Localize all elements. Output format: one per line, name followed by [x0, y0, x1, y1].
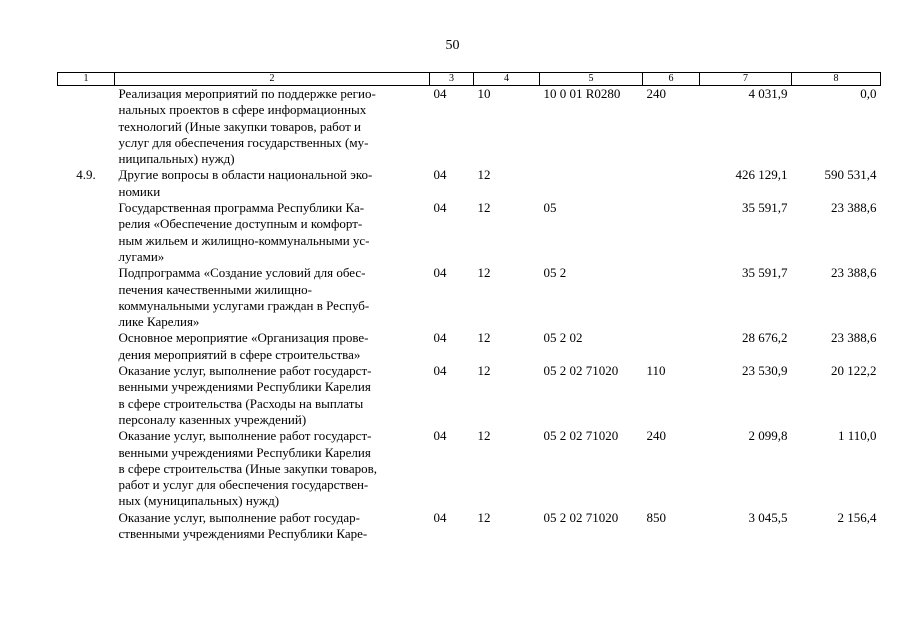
- budget-table: [57, 72, 881, 542]
- target-article-cell: 05 2 02 71020: [543, 363, 619, 379]
- table-row: [58, 167, 881, 200]
- amount-col8-cell: 1 110,0: [837, 428, 877, 444]
- table-row: [58, 363, 881, 428]
- amount-col7-cell: 3 045,5: [748, 509, 788, 525]
- item-name-line: Оказание услуг, выполнение работ государст-: [118, 428, 372, 444]
- table-row: [58, 265, 881, 330]
- amount-col7-cell: 2 099,8: [748, 428, 788, 444]
- table-row: [58, 428, 881, 509]
- expense-type-cell: [643, 167, 700, 200]
- item-name-cell: [115, 200, 430, 265]
- target-article-cell: 10 0 01 R0280: [543, 86, 621, 101]
- item-name-line: технологий (Иные закупки товаров, работ и: [118, 118, 361, 134]
- item-name-cell: [115, 86, 430, 168]
- amount-col8-cell: 23 388,6: [831, 200, 877, 216]
- expense-type-cell: 850: [646, 509, 666, 525]
- subsection-code-cell: 12: [477, 363, 491, 379]
- item-name-line: Подпрограмма «Создание условий для обес-: [118, 265, 366, 281]
- item-name-line: в сфере строительства (Иные закупки товаров,: [118, 460, 377, 476]
- amount-col8-cell: 0,0: [860, 86, 877, 101]
- target-article-cell: 05 2: [543, 265, 567, 281]
- subsection-code-cell: 10: [477, 86, 491, 101]
- expense-type-cell: 240: [646, 86, 666, 101]
- item-name-line: дения мероприятий в сфере строительства»: [118, 346, 361, 362]
- column-header: 8: [792, 73, 881, 86]
- item-name-line: лике Карелия»: [118, 314, 200, 330]
- subsection-code-cell: 12: [477, 200, 491, 216]
- item-name-cell: [115, 167, 430, 200]
- item-number-cell: [58, 510, 115, 543]
- target-article-cell: 05 2 02 71020: [543, 509, 619, 525]
- item-name-line: ниципальных) нужд): [118, 151, 235, 167]
- item-name-line: номики: [118, 183, 161, 199]
- page-number: 50: [445, 38, 460, 53]
- item-name-line: коммунальными услугами граждан в Респуб-: [118, 297, 370, 313]
- item-name-line: ных (муниципальных) нужд): [118, 493, 280, 509]
- expense-type-cell: [643, 330, 700, 363]
- subsection-code-cell: 12: [477, 330, 491, 346]
- item-name-line: Государственная программа Республики Ка-: [118, 200, 365, 216]
- item-name-line: венными учреждениями Республики Карелия: [118, 444, 371, 460]
- item-name-cell: [115, 265, 430, 330]
- amount-col7-cell: 4 031,9: [748, 86, 788, 101]
- amount-col7-cell: 28 676,2: [742, 330, 788, 346]
- section-code-cell: 04: [433, 200, 447, 216]
- target-article-cell: [540, 167, 643, 200]
- item-number-cell: [58, 330, 115, 363]
- target-article-cell: 05: [543, 200, 557, 216]
- item-name-line: нальных проектов в сфере информационных: [118, 102, 367, 118]
- table-body: [58, 86, 881, 543]
- item-name-line: релия «Обеспечение доступным и комфорт-: [118, 216, 363, 232]
- amount-col7-cell: 23 530,9: [742, 363, 788, 379]
- section-code-cell: 04: [433, 363, 447, 379]
- item-name-line: услуг для обеспечения государственных (му-: [118, 134, 369, 150]
- item-name-cell: [115, 363, 430, 428]
- item-name-line: Основное мероприятие «Организация прове-: [118, 330, 369, 346]
- item-number-cell: [58, 265, 115, 330]
- subsection-code-cell: 12: [477, 509, 491, 525]
- section-code-cell: 04: [433, 265, 447, 281]
- item-name-cell: [115, 510, 430, 543]
- item-number-cell: [58, 200, 115, 265]
- item-name-line: венными учреждениями Республики Карелия: [118, 379, 371, 395]
- item-name-line: ным жильем и жилищно-коммунальными ус-: [118, 232, 370, 248]
- subsection-code-cell: 12: [477, 428, 491, 444]
- column-header: 1: [58, 73, 115, 86]
- column-header: 3: [430, 73, 474, 86]
- section-code-cell: 04: [433, 428, 447, 444]
- expense-type-cell: 110: [646, 363, 666, 379]
- item-number-cell: 4.9.: [76, 167, 96, 183]
- section-code-cell: 04: [433, 509, 447, 525]
- item-name-line: в сфере строительства (Расходы на выплаты: [118, 395, 364, 411]
- item-name-line: печения качественными жилищно-: [118, 281, 312, 297]
- subsection-code-cell: 12: [477, 167, 491, 183]
- section-code-cell: 04: [433, 330, 447, 346]
- section-code-cell: 04: [433, 86, 447, 101]
- expense-type-cell: [643, 200, 700, 265]
- column-header: 7: [700, 73, 792, 86]
- expense-type-cell: 240: [646, 428, 666, 444]
- item-name-line: Оказание услуг, выполнение работ государ-: [118, 509, 361, 525]
- table-row: [58, 330, 881, 363]
- amount-col8-cell: 20 122,2: [831, 363, 877, 379]
- item-name-line: работ и услуг для обеспечения государствен-: [118, 477, 369, 493]
- column-header: 4: [474, 73, 540, 86]
- amount-col8-cell: 590 531,4: [824, 167, 877, 183]
- amount-col7-cell: 35 591,7: [742, 200, 788, 216]
- item-name-cell: [115, 428, 430, 509]
- column-header: 6: [643, 73, 700, 86]
- target-article-cell: 05 2 02 71020: [543, 428, 619, 444]
- item-number-cell: [58, 428, 115, 509]
- amount-col7-cell: 35 591,7: [742, 265, 788, 281]
- table-row: [58, 200, 881, 265]
- amount-col8-cell: 23 388,6: [831, 330, 877, 346]
- item-name-line: ственными учреждениями Республики Каре-: [118, 526, 368, 542]
- amount-col8-cell: 23 388,6: [831, 265, 877, 281]
- subsection-code-cell: 12: [477, 265, 491, 281]
- amount-col8-cell: 2 156,4: [837, 509, 877, 525]
- column-number-row: [58, 73, 881, 86]
- column-header: 5: [540, 73, 643, 86]
- item-name-line: Оказание услуг, выполнение работ государст-: [118, 363, 372, 379]
- expense-type-cell: [643, 265, 700, 330]
- item-name-line: лугами»: [118, 248, 165, 264]
- item-name-line: Другие вопросы в области национальной эко-: [118, 167, 373, 183]
- item-name-line: персоналу казенных учреждений): [118, 411, 307, 427]
- section-code-cell: 04: [433, 167, 447, 183]
- column-header: 2: [115, 73, 430, 86]
- target-article-cell: 05 2 02: [543, 330, 583, 346]
- amount-col7-cell: 426 129,1: [735, 167, 788, 183]
- table-row: [58, 86, 881, 168]
- item-number-cell: [58, 86, 115, 168]
- item-name-cell: [115, 330, 430, 363]
- item-name-line: Реализация мероприятий по поддержке регио-: [118, 86, 376, 101]
- table-row: [58, 510, 881, 543]
- item-number-cell: [58, 363, 115, 428]
